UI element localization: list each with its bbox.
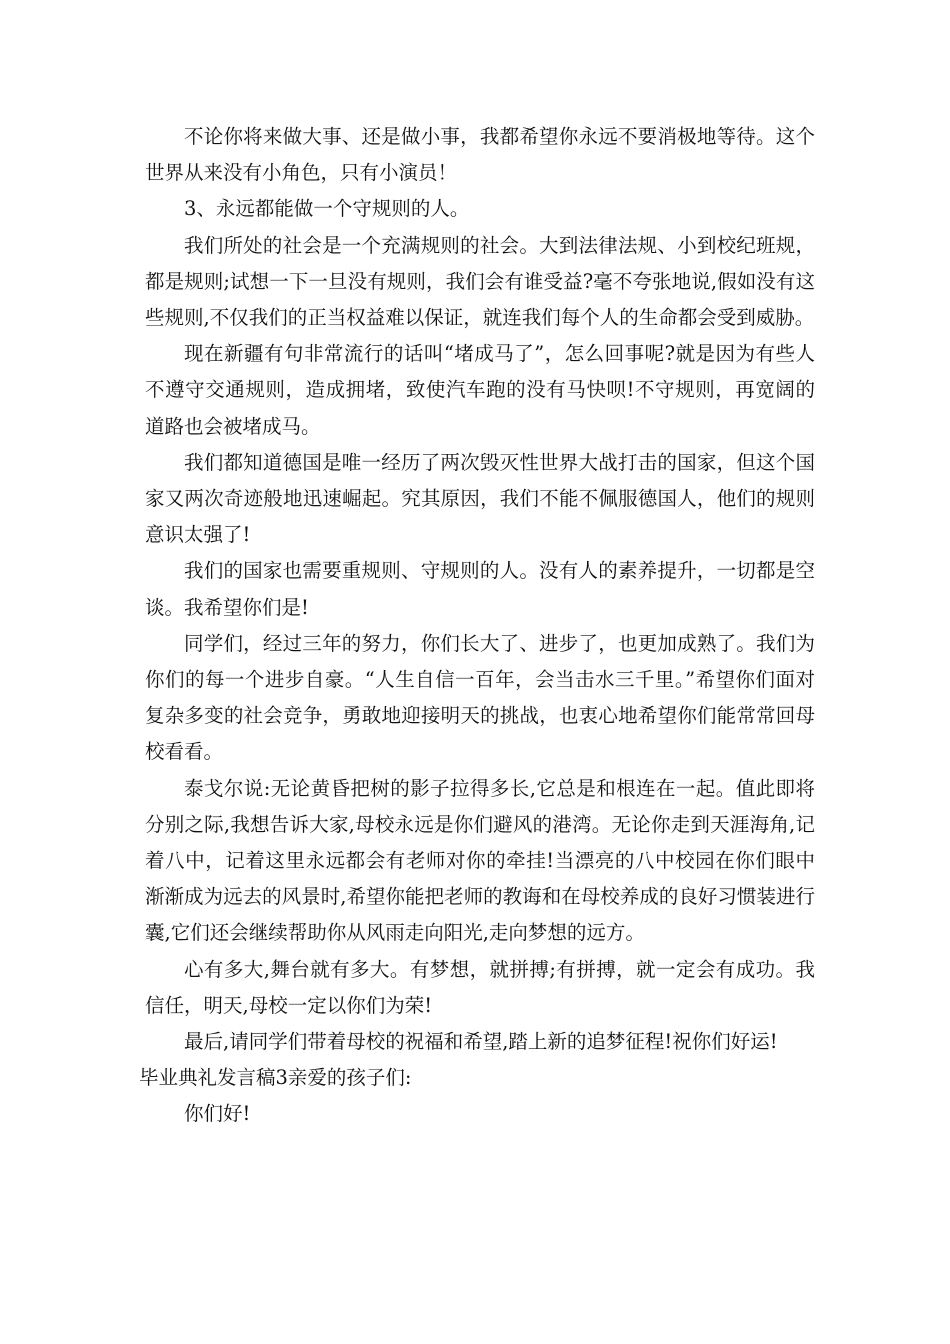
paragraph-rule-heading: 3、永远都能做一个守规则的人。 [184, 197, 470, 221]
paragraph-greeting: 你们好! [184, 1102, 251, 1126]
paragraph-three-years: 同学们，经过三年的努力，你们长大了、进步了，也更加成熟了。我们为你们的每一个进步自豪。“人生自信一百年，会当击水三千里。”希望你们面对复杂多变的社会竞争，勇敢地迎接明天的挑战，也衷心地希望你们能常常回母校看看。 [145, 631, 815, 764]
paragraph-society-rules: 我们所处的社会是一个充满规则的社会。大到法律法规、小到校纪班规，都是规则;试想一下一旦没有规则，我们会有谁受益?毫不夸张地说,假如没有这些规则,不仅我们的正当权益难以保证，就连我们每个人的生命都会受到威胁。 [145, 233, 815, 330]
paragraph-no-small-roles: 不论你将来做大事、还是做小事，我都希望你永远不要消极地等待。这个世界从来没有小角色，只有小演员！ [145, 125, 815, 185]
paragraph-germany: 我们都知道德国是唯一经历了两次毁灭性世界大战打击的国家，但这个国家又两次奇迹般地迅速崛起。究其原因，我们不能不佩服德国人，他们的规则意识太强了! [145, 450, 815, 547]
paragraph-closing-wishes: 最后,请同学们带着母校的祝福和希望,踏上新的追梦征程!祝你们好运! [184, 1030, 778, 1054]
paragraph-tagore: 泰戈尔说:无论黄昏把树的影子拉得多长,它总是和根连在一起。值此即将分别之际,我想告诉大家,母校永远是你们避风的港湾。无论你走到天涯海角,记着八中，记着这里永远都会有老师对你的牵挂!当漂亮的八中校园在你们眼中渐渐成为远去的风景时,希望你能把老师的教诲和在母校养成的良好习惯装进行囊,它们还会继续帮助你从风雨走向阳光,走向梦想的远方。 [145, 776, 815, 945]
paragraph-xinjiang-saying: 现在新疆有句非常流行的话叫“堵成马了”，怎么回事呢?就是因为有些人不遵守交通规则，造成拥堵，致使汽车跑的没有马快呗!不守规则，再宽阔的道路也会被堵成马。 [145, 342, 815, 438]
paragraph-country-needs: 我们的国家也需要重规则、守规则的人。没有人的素养提升，一切都是空谈。我希望你们是! [145, 559, 815, 619]
document-body [139, 119, 815, 1133]
paragraph-dream-stage: 心有多大,舞台就有多大。有梦想，就拼搏;有拼搏，就一定会有成功。我信任，明天,母校一定以你们为荣! [145, 957, 815, 1017]
speech-3-title: 毕业典礼发言稿3亲爱的孩子们: [139, 1066, 412, 1090]
